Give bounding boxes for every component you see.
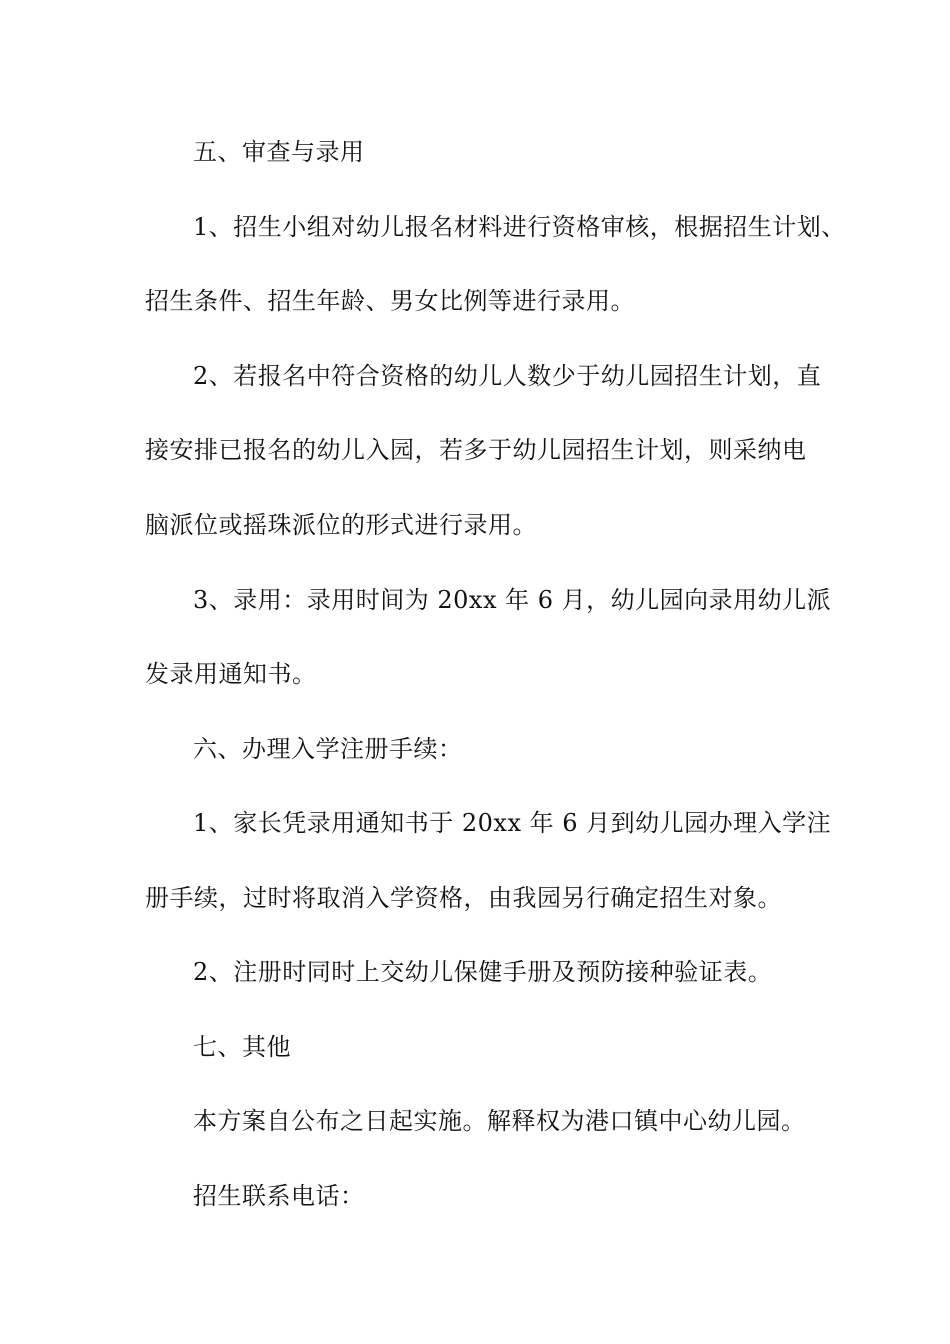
contact-phone-label: 招生联系电话： xyxy=(193,1182,365,1210)
paragraph-line: 2、若报名中符合资格的幼儿人数少于幼儿园招生计划，直 xyxy=(193,362,822,390)
section-heading-review-admission: 五、审查与录用 xyxy=(193,138,365,166)
paragraph-line: 接安排已报名的幼儿入园，若多于幼儿园招生计划，则采纳电 xyxy=(145,436,807,464)
paragraph-line: 1、招生小组对幼儿报名材料进行资格审核，根据招生计划、 xyxy=(193,213,846,241)
paragraph-line: 本方案自公布之日起实施。解释权为港口镇中心幼儿园。 xyxy=(193,1107,806,1135)
paragraph-line: 2、注册时同时上交幼儿保健手册及预防接种验证表。 xyxy=(193,958,773,986)
paragraph-line: 3、录用：录用时间为 20xx 年 6 月，幼儿园向录用幼儿派 xyxy=(193,586,832,614)
paragraph-line: 发录用通知书。 xyxy=(145,660,317,688)
paragraph-line: 册手续，过时将取消入学资格，由我园另行确定招生对象。 xyxy=(145,884,782,912)
paragraph-line: 脑派位或摇珠派位的形式进行录用。 xyxy=(145,511,537,539)
paragraph-line: 招生条件、招生年龄、男女比例等进行录用。 xyxy=(145,287,635,315)
section-heading-other: 七、其他 xyxy=(193,1033,291,1061)
section-heading-registration: 六、办理入学注册手续： xyxy=(193,735,463,763)
paragraph-line: 1、家长凭录用通知书于 20xx 年 6 月到幼儿园办理入学注 xyxy=(193,809,832,837)
